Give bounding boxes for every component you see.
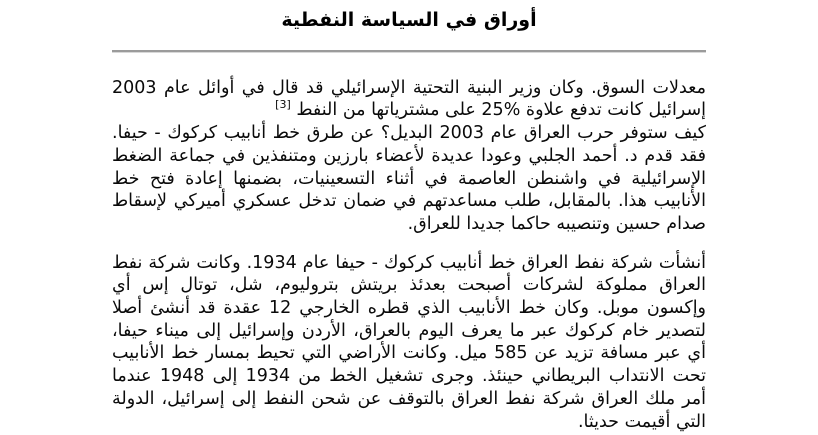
paragraph-war-alternative: كيف ستوفر حرب العراق عام 2003 البديل؟ عن طرق خط أنابيب كركوك - حيفا. فقد قدم د. أحمد الجلبي وعودا عديدة لأعضاء بارزين ومتنفذين في جماعة الضغط الإسرائيلية في واشنطن العاصمة في أثناء التسعينيات، بضمنها إعادة فتح خط الأنابيب هذا. بالمقابل، طلب مساعدتهم في ضمان تدخل عسكري أميركي لإسقاط صدام حسين وتنصيبه حاكما جديدا للعراق. (112, 123, 706, 234)
page-title: أوراق في السياسة النفطية (281, 9, 537, 31)
paragraph-ipc-pipeline-history: أنشأت شركة نفط العراق خط أنابيب كركوك - حيفا عام 1934. وكانت شركة نفط العراق مملوكة لشركات أصبحت بعدئذ بريتش بتروليوم، شل، توتال إس أي وإكسون موبل. وكان خط الأنابيب الذي قطره الخارجي 12 عقدة قد أنشئ أصلا لتصدير خام كركوك عبر ما يعرف اليوم بالعراق، الأردن وإسرائيل إلى ميناء حيفا، أي عبر مسافة تزيد عن 585 ميل. وكانت الأراضي التي تحيط بمسار خط الأنابيب تحت الانتداب البريطاني حينئذ. وجرى تشغيل الخط من 1934 إلى 1948 عندما أمر ملك العراق شركة نفط العراق بالتوقف عن شحن النفط إلى إسرائيل، الدولة التي أقيمت حديثا. (112, 252, 707, 432)
paragraph-market-rates (112, 77, 706, 122)
footnote-ref: [3] (275, 98, 291, 112)
title-divider (112, 50, 706, 53)
article-body (112, 77, 706, 434)
paragraph-text: معدلات السوق. وكان وزير البنية التحتية الإسرائيلي قد قال في أوائل عام 2003 إسرائيل كانت تدفع علاوة %25 على مشترياتها من النفط (112, 77, 706, 121)
